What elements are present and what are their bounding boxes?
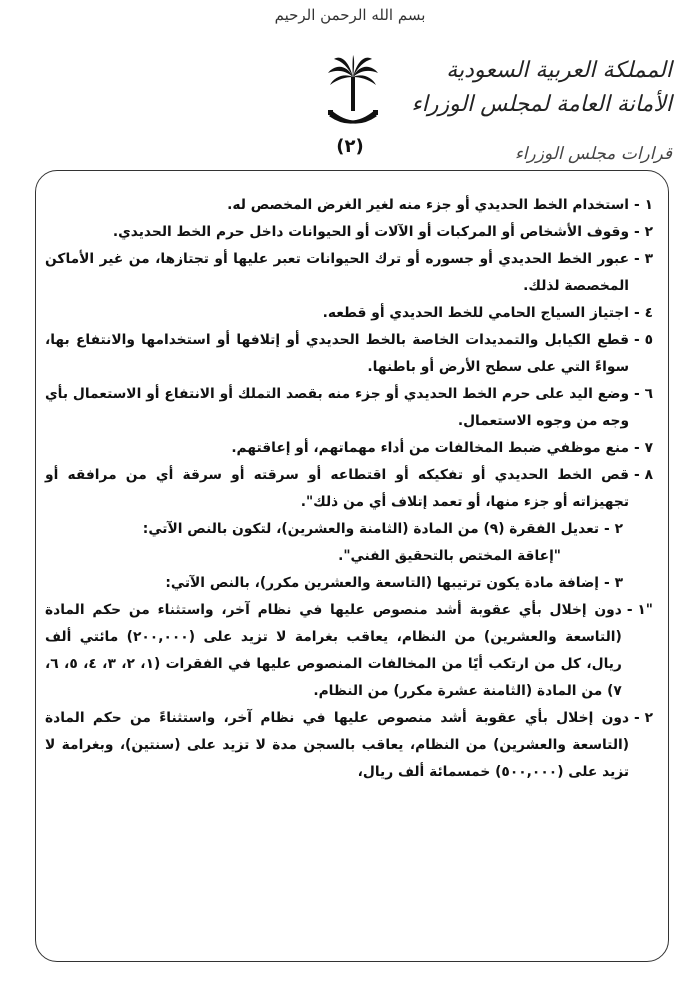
section-text: إضافة مادة يكون ترتيبها (التاسعة والعشرين مكرر)، بالنص الآتي: — [165, 575, 600, 591]
item-number: ١ - — [634, 197, 653, 213]
sub-item — [45, 597, 653, 705]
list-item — [45, 462, 653, 516]
section-item — [45, 570, 653, 597]
item-text: وضع اليد على حرم الخط الحديدي أو جزء منه بقصد التملك أو الانتفاع أو الاستعمال بأي وجه من وجوه الاستعمال. — [45, 386, 630, 429]
section-text: تعديل الفقرة (٩) من المادة (الثامنة والعشرين)، لتكون بالنص الآتي: — [142, 521, 600, 537]
section-quote: "إعاقة المختص بالتحقيق الفني". — [338, 548, 561, 564]
item-number: ٦ - — [634, 386, 653, 402]
list-item — [45, 327, 653, 381]
sub-item-number: "١ - — [626, 602, 653, 618]
list-item — [45, 246, 653, 300]
sub-item-number: ٢ - — [634, 710, 653, 726]
sub-item — [45, 705, 653, 786]
saudi-emblem-icon — [326, 55, 380, 133]
item-text: استخدام الخط الحديدي أو جزء منه لغير الغرض المخصص له. — [227, 197, 630, 213]
sub-item-text: دون إخلال بأي عقوبة أشد منصوص عليها في نظام آخر، واستثناءً من حكم المادة (التاسعة والعشرين) من النظام، يعاقب بالسجن مدة لا تزيد على (سنتين)، وبغرامة لا تزيد على (٥٠٠,٠٠٠) خمسمائة ألف ريال، — [45, 710, 630, 780]
item-number: ٥ - — [634, 332, 653, 348]
item-number: ٨ - — [634, 467, 653, 483]
list-item — [45, 381, 653, 435]
basmala: بسم الله الرحمن الرحيم — [274, 6, 426, 24]
section-number: ٣ - — [604, 575, 623, 591]
list-item — [45, 219, 653, 246]
page-number: (٢) — [336, 136, 364, 157]
item-text: عبور الخط الحديدي أو جسوره أو ترك الحيوانات تعبر عليها أو تجتازها، من غير الأماكن المخصصة لذلك. — [45, 251, 630, 294]
item-number: ٤ - — [634, 305, 653, 321]
item-number: ٢ - — [634, 224, 653, 240]
item-text: قص الخط الحديدي أو تفكيكه أو اقتطاعه أو سرقته أو سرقة أي من مرافقه أو تجهيزاته أو جزء منها، أو تعمد إتلاف أي من ذلك". — [45, 467, 630, 510]
decisions-subtitle: قرارات مجلس الوزراء — [514, 144, 672, 164]
section-number: ٢ - — [604, 521, 623, 537]
item-number: ٣ - — [634, 251, 653, 267]
item-text: وقوف الأشخاص أو المركبات أو الآلات أو الحيوانات داخل حرم الخط الحديدي. — [112, 224, 630, 240]
sub-item-text: دون إخلال بأي عقوبة أشد منصوص عليها في نظام آخر، واستثناء من حكم المادة (التاسعة والعشرين) من النظام، يعاقب بغرامة لا تزيد على (٢٠٠,٠٠٠) مائتي ألف ريال، كل من ارتكب أيًا من المخالفات المنصوص عليها في الفقرات (١، ٢، ٣، ٤، ٥، ٦، ٧) من المادة (الثامنة عشرة مكرر) من النظام. — [45, 602, 622, 699]
section-item — [45, 516, 653, 543]
list-item — [45, 435, 653, 462]
list-item — [45, 192, 653, 219]
item-number: ٧ - — [634, 440, 653, 456]
item-text: منع موظفي ضبط المخالفات من أداء مهماتهم، أو إعاقتهم. — [231, 440, 630, 456]
kingdom-title: المملكة العربية السعودية — [446, 58, 672, 83]
document-body — [45, 192, 653, 786]
item-text: قطع الكيابل والتمديدات الخاصة بالخط الحديدي أو إتلافها أو استخدامها والانتفاع بها، سواءً التي على سطح الأرض أو باطنها. — [45, 332, 630, 375]
list-item — [45, 300, 653, 327]
secretariat-title: الأمانة العامة لمجلس الوزراء — [411, 92, 672, 117]
item-text: اجتياز السياج الحامي للخط الحديدي أو قطعه. — [322, 305, 630, 321]
